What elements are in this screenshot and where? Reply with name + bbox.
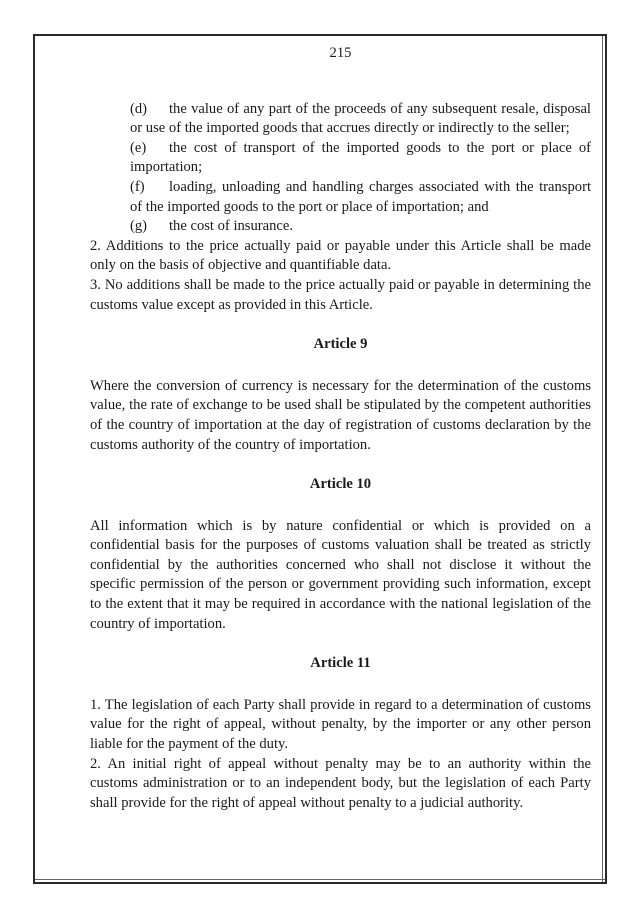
subitem-text: the value of any part of the proceeds of any subsequent resale, disposal or use of the imported goods that accrues directly or indirectly to the seller; (130, 100, 591, 137)
article-11-heading: Article 11 (310, 655, 371, 672)
subitem-text: the cost of transport of the imported goods to the port or place of importation; (130, 139, 591, 176)
subitem-f (90, 178, 591, 217)
border-shadow-bottom (35, 879, 605, 880)
article-11-paragraph-1: 1. The legislation of each Party shall provide in regard to a determination of customs value for the right of appeal, without penalty, by the importer or any other person liable for the payment of the duty. (90, 696, 591, 753)
subitem-label: (f) (130, 178, 145, 195)
article-10-text: All information which is by nature confidential or which is provided on a confidential basis for the purposes of customs valuation shall be treated as strictly confidential by the authorities concerned who shall not disclose it without the specific permission of the person or government providing such information, except to the extent that it may be required in accordance with the national legislation of the country of importation. (90, 517, 591, 632)
subitem-label: (g) (130, 218, 148, 235)
article-9-text: Where the conversion of currency is necessary for the determination of the customs value, the rate of exchange to be used shall be stipulated by the competent authorities of the country of importation at the day of registration of customs declaration by the customs authority of the country of importation. (90, 377, 591, 453)
article-11-paragraph-2: 2. An initial right of appeal without penalty may be to an authority within the customs administration or to an independent body, but the legislation of each Party shall provide for the right of appeal without penalty to a judicial authority. (90, 755, 591, 811)
page-number: 215 (329, 45, 352, 61)
subitem-d (90, 100, 591, 139)
document-body (90, 44, 591, 813)
paragraph-2: 2. Additions to the price actually paid or payable under this Article shall be made only on the basis of objective and quantifiable data. (90, 237, 591, 274)
subitem-label: (e) (130, 139, 147, 156)
article-9-heading: Article 9 (313, 336, 368, 353)
article-10-heading: Article 10 (309, 476, 372, 493)
border-shadow-right (602, 36, 603, 882)
subitem-e (90, 139, 591, 178)
subitem-label: (d) (130, 100, 148, 117)
subitem-g (90, 217, 591, 237)
subitem-text: loading, unloading and handling charges associated with the transport of the imported goods to the port or place of importation; and (130, 178, 591, 215)
paragraph-3: 3. No additions shall be made to the price actually paid or payable in determining the customs value except as provided in this Article. (90, 276, 591, 313)
subitem-text: the cost of insurance. (169, 218, 294, 235)
